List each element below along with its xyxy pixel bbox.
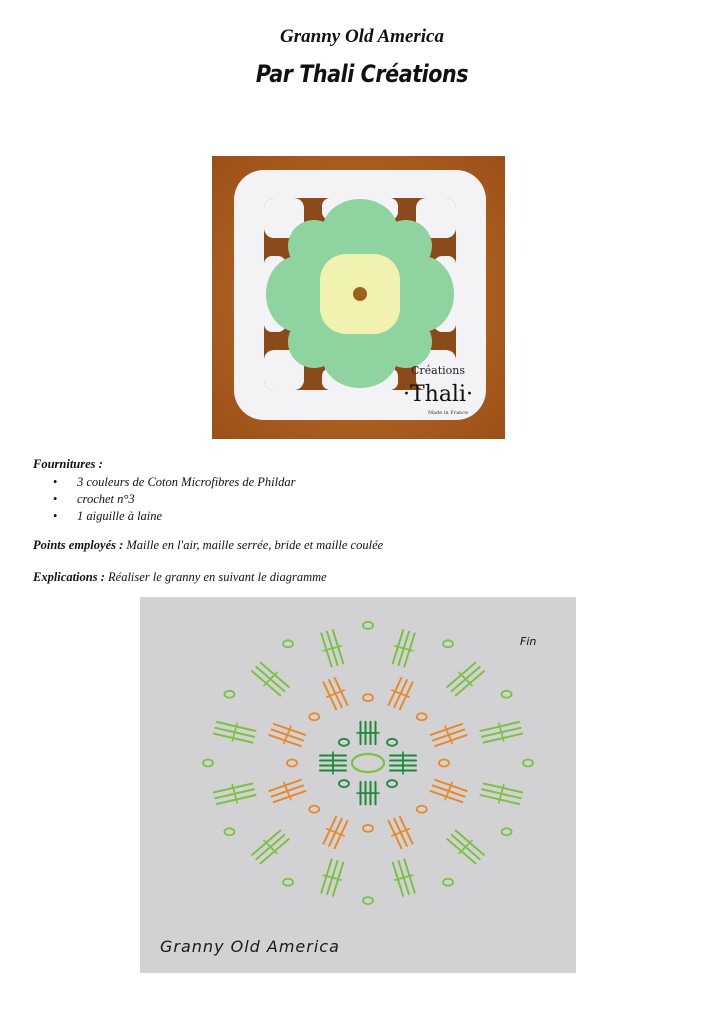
instructions-section <box>33 570 327 585</box>
crochet-diagram <box>140 597 576 973</box>
supplies-label: Fournitures : <box>33 457 103 471</box>
watermark-bottom: Made in France <box>427 410 469 416</box>
diagram-end-label: Fin <box>520 635 537 648</box>
watermark-main: ·Thali· <box>402 382 474 407</box>
instructions-label: Explications : <box>33 570 105 584</box>
instructions-text: Réaliser le granny en suivant le diagramme <box>104 570 327 584</box>
stitches-section <box>33 538 383 553</box>
list-item: • 1 aiguille à laine <box>53 509 163 523</box>
stitches-label: Points employés : <box>33 538 124 552</box>
list-item: • 3 couleurs de Coton Microfibres de Phildar <box>53 475 296 489</box>
supplies-list <box>33 474 296 525</box>
supplies-section <box>33 457 296 525</box>
list-item: • crochet n°3 <box>53 492 135 506</box>
stitches-text: Maille en l'air, maille serrée, bride et maille coulée <box>123 538 384 552</box>
granny-square-photo <box>212 156 505 439</box>
page-title: Granny Old America <box>280 26 444 47</box>
watermark-top: Créations <box>410 364 466 377</box>
diagram-caption: Granny Old America <box>160 937 340 956</box>
diagram-drawing <box>140 597 576 973</box>
page-subtitle: Par Thali Créations <box>255 60 469 88</box>
